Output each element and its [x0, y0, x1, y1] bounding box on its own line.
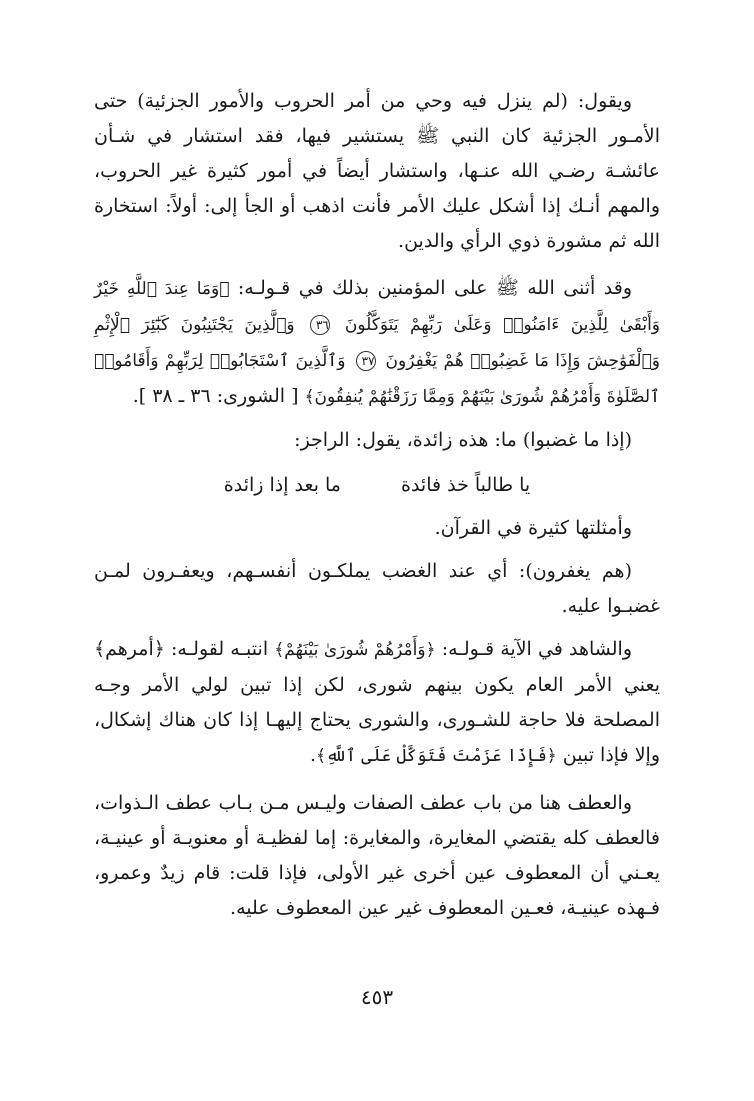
evidence-attention: انتبـه لقولـه: — [171, 638, 269, 660]
paragraph-evidence — [94, 632, 660, 774]
quran-verse-38: وَٱلَّذِينَ ٱسْتَجَابُوا۟ لِرَبِّهِمْ وَأَقَامُوا۟ ٱلصَّلَوٰةَ وَأَمْرُهُمْ شُورَىٰ بَيْنَهُمْ وَمِمَّا رَزَقْنَٰهُمْ يُنفِقُونَ﴾ — [94, 351, 660, 407]
citation-intro: وقد أثنى الله ﷺ على المؤمنين بذلك في قـولـه: — [237, 277, 632, 299]
quran-verse-36: ﴿وَمَا عِندَ ٱللَّهِ خَيْرٌ وَأَبْقَىٰ لِلَّذِينَ ءَامَنُوا۟ وَعَلَىٰ رَبِّهِمْ يَتَوَكَّلُونَ — [94, 279, 661, 335]
quran-shura-phrase: ﴿وَأَمْرُهُمْ شُورَىٰ بَيْنَهُمْ﴾ — [274, 640, 436, 660]
verse-number-37: ٣٧ — [356, 351, 376, 371]
page-body — [94, 84, 660, 926]
quran-azamta: ﴿فَإِذَا عَزَمْتَ فَتَوَكَّلْ عَلَى ٱللَّهِ﴾ — [315, 746, 557, 766]
poem-hemistich-first: يا طالباً خذ فائدة — [400, 474, 531, 496]
verse-number-36: ٣٦ — [310, 315, 330, 335]
evidence-explanation: يعني الأمر العام يكون بينهم شورى، لكن إذا تبين لولي الأمر وجـه المصلحة فلا حاجة للشـورى، والشورى يحتاج إليهـا إذا كان هناك إشكال، وإلا فإذا تبين — [94, 674, 660, 766]
page-number: ٤٥٣ — [360, 985, 394, 1009]
paragraph-conjunction: والعطف هنا من باب عطف الصفات وليـس مـن بـاب عطف الـذوات، فالعطف كله يقتضي المغايرة، والمغايرة: إما لفظيـة أو معنويـة أو عينيـة، يعـني أن المعطوف عين أخرى غير الأولى، فإذا قلت: قام زيدٌ وعمرو، فـهذه عينيـة، فعـين المعطوف غير عين المعطوف عليه. — [94, 792, 660, 919]
evidence-intro: والشاهد في الآية قـولـه: — [441, 638, 632, 660]
paragraph-ma-zaida: (إذا ما غضبوا) ما: هذه زائدة، يقول: الراجز: — [294, 429, 632, 451]
surah-reference: [ الشورى: ٣٦ ـ ٣٨ ]. — [132, 385, 299, 407]
paragraph-consultation: ويقول: (لم ينزل فيه وحي من أمر الحروب والأمور الجزئية) حتى الأمـور الجزئية كان النبي ﷺ يستشير فيها، فقد استشار في شـأن عائشـة رضـي الله عنـها، واستشار أيضاً في أمور كثيرة غير الحروب، والمهم أنـك إذا أشكل عليك الأمر فأنت اذهب أو الجأ إلى: أولاً: استخارة الله ثم مشورة ذوي الرأي والدين. — [94, 90, 660, 252]
poem-verse — [94, 468, 660, 503]
evidence-end-dot: . — [309, 744, 316, 766]
quran-amruhum: ﴿أمرهم﴾ — [94, 638, 165, 660]
quran-verse-37: وَٱلَّذِينَ يَجْتَنِبُونَ كَبَٰٓئِرَ ٱلْإِثْمِ وَٱلْفَوَٰحِشَ وَإِذَا مَا غَضِبُوا۟ هُمْ يَغْفِرُونَ — [94, 315, 660, 371]
poem-hemistich-second: ما بعد إذا زائدة — [223, 474, 341, 496]
paragraph-examples: وأمثلتها كثيرة في القرآن. — [434, 517, 632, 539]
paragraph-quran-citation — [94, 271, 660, 415]
paragraph-forgive: (هم يغفرون): أي عند الغضب يملكـون أنفسـهم، ويعفـرون لمـن غضبـوا عليه. — [94, 560, 660, 617]
